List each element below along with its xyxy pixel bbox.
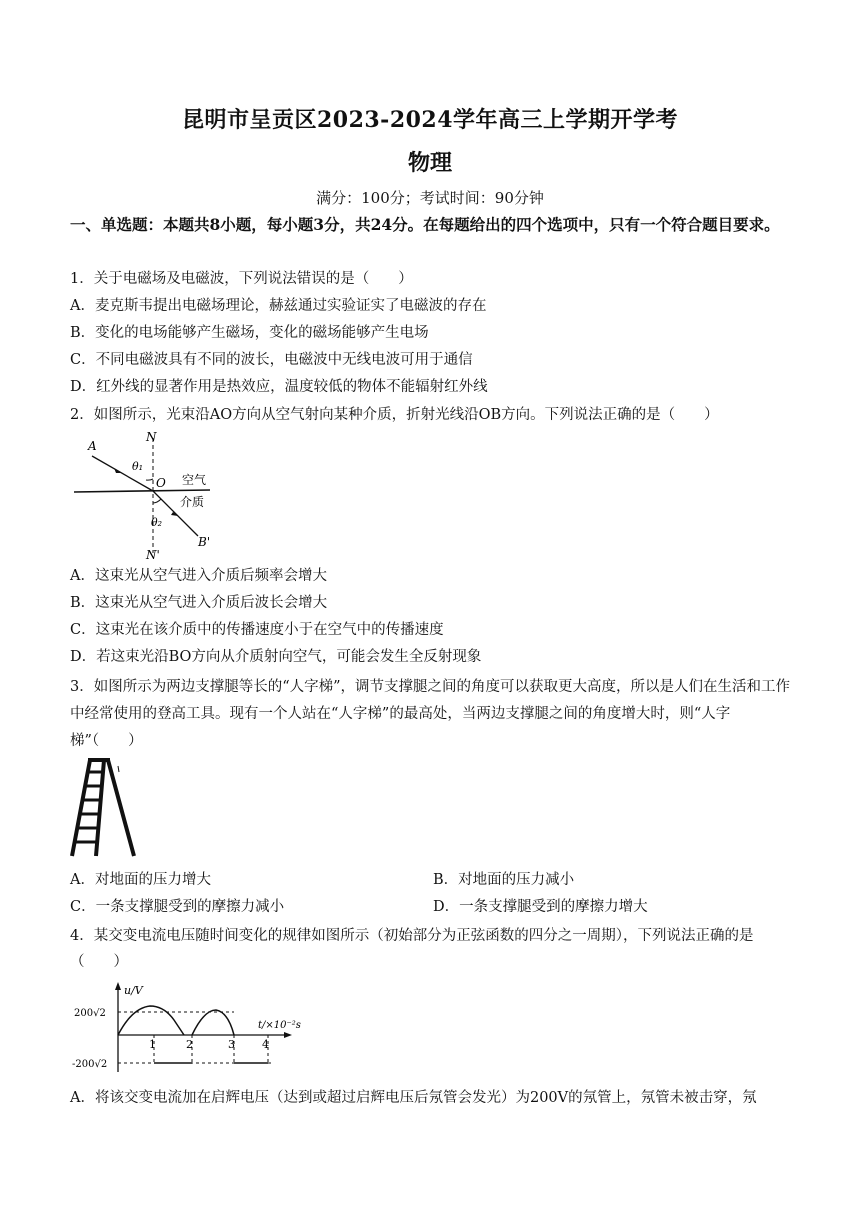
- label-n-prime: N': [146, 548, 160, 562]
- q2-option-d: D．若这束光沿BO方向从介质射向空气，可能会发生全反射现象: [70, 649, 482, 665]
- label-medium: 介质: [180, 495, 205, 509]
- ladder-figure: [68, 756, 148, 860]
- axis-label-u: u/V: [124, 984, 143, 997]
- tick-2: 2: [186, 1038, 193, 1051]
- label-theta2: θ₂: [151, 516, 163, 529]
- q1-option-d: D．红外线的显著作用是热效应，温度较低的物体不能辐射红外线: [70, 379, 488, 395]
- label-air: 空气: [182, 473, 207, 487]
- q3-option-b: B．对地面的压力减小: [433, 872, 575, 888]
- q3-option-d: D．一条支撑腿受到的摩擦力增大: [433, 899, 648, 915]
- refraction-diagram: [70, 428, 220, 563]
- q2-option-b: B．这束光从空气进入介质后波长会增大: [70, 595, 328, 611]
- tick-ypos: 200√2: [74, 1008, 106, 1019]
- tick-3: 3: [228, 1038, 235, 1051]
- q1-option-c: C．不同电磁波具有不同的波长，电磁波中无线电波可用于通信: [70, 352, 473, 368]
- tick-4: 4: [262, 1038, 269, 1051]
- q4-option-a: A．将该交变电流加在启辉电压（达到或超过启辉电压后氖管会发光）为200V的氖管上，氖管未被击穿，氖: [70, 1090, 757, 1106]
- q2-option-c: C．这束光在该介质中的传播速度小于在空气中的传播速度: [70, 622, 444, 638]
- page-title: 昆明市呈贡区2023-2024学年高三上学期开学考: [181, 107, 679, 133]
- axis-label-t: t/×10⁻²s: [258, 1020, 301, 1031]
- tick-1: 1: [149, 1038, 156, 1051]
- label-b: B': [198, 535, 211, 549]
- exam-meta: 满分：100分；考试时间：90分钟: [316, 189, 544, 207]
- q2-option-a: A．这束光从空气进入介质后频率会增大: [70, 568, 327, 584]
- q1-option-a: A．麦克斯韦提出电磁场理论，赫兹通过实验证实了电磁波的存在: [70, 298, 487, 314]
- q2-stem: 2．如图所示，光束沿AO方向从空气射向某种介质，折射光线沿OB方向。下列说法正确的是（ ）: [70, 407, 719, 423]
- label-o: O: [156, 476, 166, 490]
- q3-option-c: C．一条支撑腿受到的摩擦力减小: [70, 899, 285, 915]
- q3-stem: 3．如图所示为两边支撑腿等长的“人字梯”，调节支撑腿之间的角度可以获取更大高度，所以是人们在生活和工作中经常使用的登高工具。现有一个人站在“人字梯”的最高处，当两边支撑腿之间的角度增大时，则“人字梯”（ ）: [70, 679, 791, 749]
- q1-option-b: B．变化的电场能够产生磁场，变化的磁场能够产生电场: [70, 325, 429, 341]
- label-a: A: [88, 439, 97, 453]
- section-heading: 一、单选题：本题共8小题，每小题3分，共24分。在每题给出的四个选项中，只有一个符合题目要求。: [70, 215, 780, 234]
- label-n: N: [146, 430, 157, 444]
- label-theta1: θ₁: [132, 460, 144, 473]
- q1-stem: 1．关于电磁场及电磁波，下列说法错误的是（ ）: [70, 271, 413, 287]
- q3-option-a: A．对地面的压力增大: [70, 872, 211, 888]
- q4-stem: 4．某交变电流电压随时间变化的规律如图所示（初始部分为正弦函数的四分之一周期），下列说法正确的是（ ）: [70, 928, 754, 970]
- subject-title: 物理: [407, 150, 452, 176]
- voltage-graph: [72, 980, 302, 1076]
- tick-yneg: -200√2: [72, 1059, 108, 1070]
